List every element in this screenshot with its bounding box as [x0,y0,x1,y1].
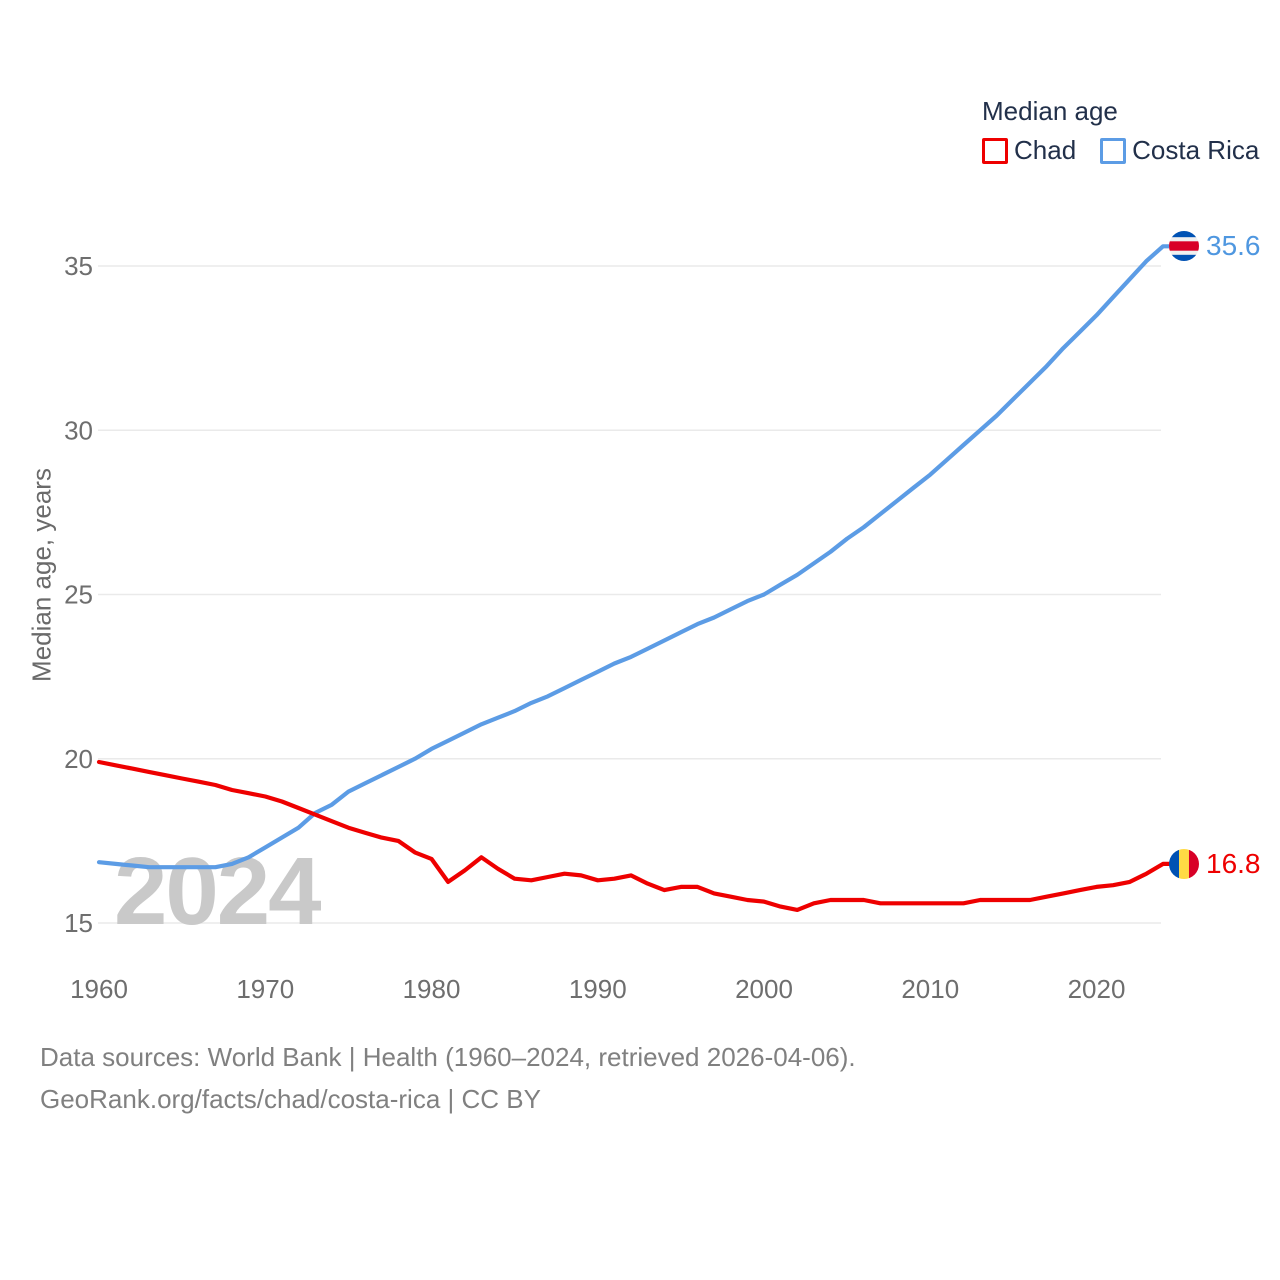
x-tick-label-2010: 2010 [901,974,960,1004]
legend-item-label: Costa Rica [1132,135,1260,165]
data-sources-text: Data sources: World Bank | Health (1960–2024, retrieved 2026-04-06). [40,1042,856,1072]
y-tick-label-25: 25 [64,579,93,610]
legend [982,96,1259,166]
legend-items [982,135,1259,166]
series-lines [99,246,1172,910]
x-tick-label-1960: 1960 [70,974,128,1004]
chad-end-value: 16.8 [1206,848,1261,879]
legend-title: Median age [982,96,1118,126]
chad-flag-icon [1169,849,1199,879]
costa-rica-end-label [1169,231,1261,261]
x-tick-label-1980: 1980 [402,974,461,1004]
costa-rica-color-swatch-icon [1100,138,1126,164]
chad-color-swatch-icon [982,138,1008,164]
y-tick-label-20: 20 [64,743,93,774]
costa-rica-flag-icon [1169,231,1199,261]
attribution-url-text: GeoRank.org/facts/chad/costa-rica | CC BY [40,1084,541,1114]
y-tick-label-35: 35 [64,251,93,281]
y-tick-label-30: 30 [64,415,93,446]
y-axis-title: Median age, years [26,468,57,682]
x-tick-label-1970: 1970 [236,974,295,1004]
x-tick-label-2000: 2000 [735,974,793,1004]
legend-item-costa-rica[interactable] [1100,135,1259,166]
x-tick-label-1990: 1990 [568,974,627,1004]
legend-item-chad[interactable] [982,135,1076,166]
y-tick-label-15: 15 [64,908,93,938]
costa-rica-end-value: 35.6 [1206,230,1261,261]
series-line-costa-rica [99,246,1172,867]
watermark-year: 2024 [114,838,320,945]
legend-item-label: Chad [1014,135,1077,165]
x-tick-label-2020: 2020 [1067,974,1126,1004]
gridlines [98,266,1161,923]
chad-end-label [1169,849,1261,879]
